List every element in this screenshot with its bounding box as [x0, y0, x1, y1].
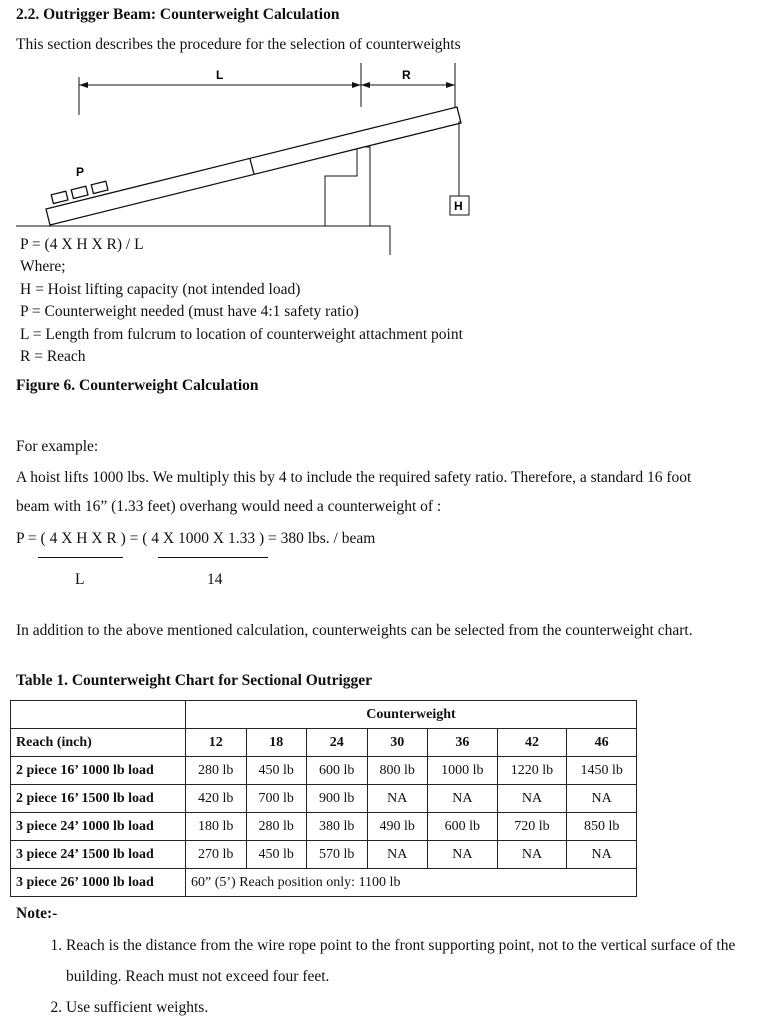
column-header: 18 [246, 729, 307, 757]
section-title: 2.2. Outrigger Beam: Counterweight Calculation [16, 6, 340, 23]
label-p: P [76, 165, 85, 179]
row-label: 3 piece 24’ 1000 lb load [11, 813, 186, 841]
counterweight-block-1 [51, 191, 68, 203]
formula-where: Where; [20, 258, 66, 275]
formula-equation: P = (4 X H X R) / L [20, 236, 144, 253]
table-cell: NA [497, 841, 567, 869]
table-cell: 1450 lb [567, 757, 637, 785]
table-cell: NA [567, 841, 637, 869]
column-header: 46 [567, 729, 637, 757]
counterweight-block-2 [71, 186, 88, 198]
example-denom-value: 14 [207, 571, 223, 588]
table-cell: 420 lb [186, 785, 247, 813]
table-cell: 180 lb [186, 813, 247, 841]
table-cell: NA [367, 841, 428, 869]
parapet-outline [325, 147, 370, 226]
note-item: 2. Use sufficient weights. [66, 992, 768, 1023]
table-cell: 1220 lb [497, 757, 567, 785]
table-cell: 380 lb [307, 813, 368, 841]
formula-def-h: H = Hoist lifting capacity (not intended load) [20, 281, 301, 298]
table-cell: 720 lb [497, 813, 567, 841]
row-label: 3 piece 26’ 1000 lb load [11, 869, 186, 897]
arrowhead-l-left [79, 82, 88, 88]
example-denom-l: L [75, 571, 85, 588]
table-cell: 600 lb [428, 813, 498, 841]
table-cell: 570 lb [307, 841, 368, 869]
table-cell: NA [567, 785, 637, 813]
outrigger-beam [46, 107, 461, 225]
example-line-1: A hoist lifts 1000 lbs. We multiply this by 4 to include the required safety ratio. Therefore, a standard 16 foot [16, 469, 692, 486]
column-header: 42 [497, 729, 567, 757]
table-row [11, 813, 637, 841]
counterweight-block-3 [91, 181, 108, 193]
fraction-bar-2 [158, 557, 268, 558]
formula-def-l: L = Length from fulcrum to location of counterweight attachment point [20, 326, 463, 343]
fraction-bar-1 [38, 557, 123, 558]
table-row [11, 869, 637, 897]
label-l: L [216, 68, 224, 82]
label-r: R [402, 68, 411, 82]
table-cell: 490 lb [367, 813, 428, 841]
table-group-header-row [11, 701, 637, 729]
counterweight-table [10, 700, 637, 897]
notes-title: Note:- [16, 905, 58, 922]
table-cell: 800 lb [367, 757, 428, 785]
row-label: 2 piece 16’ 1500 lb load [11, 785, 186, 813]
table-row [11, 785, 637, 813]
column-header: 30 [367, 729, 428, 757]
table-row [11, 757, 637, 785]
column-header: 12 [186, 729, 247, 757]
note-item: 1. Reach is the distance from the wire rope point to the front supporting point, not to the vertical surface of the building. Reach must not exceed four feet. [66, 930, 768, 992]
section-intro: This section describes the procedure for the selection of counterweights [16, 36, 461, 53]
notes-list [34, 930, 768, 1023]
example-calc: P = ( 4 X H X R ) = ( 4 X 1000 X 1.33 ) = 380 lbs. / beam [16, 530, 376, 547]
table-caption: Table 1. Counterweight Chart for Sectional Outrigger [16, 672, 373, 689]
column-header: 24 [307, 729, 368, 757]
table-cell: 850 lb [567, 813, 637, 841]
chart-intro: In addition to the above mentioned calculation, counterweights can be selected from the counterweight chart. [16, 622, 693, 639]
table-cell: 280 lb [186, 757, 247, 785]
table-cell: 1000 lb [428, 757, 498, 785]
arrowhead-r-left [361, 82, 370, 88]
table-corner-cell [11, 701, 186, 729]
table-cell: NA [428, 785, 498, 813]
example-lead: For example: [16, 438, 99, 455]
counterweight-diagram [0, 55, 470, 255]
row-label: 2 piece 16’ 1000 lb load [11, 757, 186, 785]
table-cell: 280 lb [246, 813, 307, 841]
table-row [11, 841, 637, 869]
reach-only-note: 60” (5’) Reach position only: 1100 lb [186, 869, 637, 897]
formula-def-p: P = Counterweight needed (must have 4:1 safety ratio) [20, 303, 359, 320]
table-cell: NA [367, 785, 428, 813]
label-h: H [454, 199, 463, 213]
example-line-2: beam with 16” (1.33 feet) overhang would need a counterweight of : [16, 498, 442, 515]
arrowhead-r-right [446, 82, 455, 88]
table-cell: 450 lb [246, 841, 307, 869]
table-header-row [11, 729, 637, 757]
table-cell: 270 lb [186, 841, 247, 869]
reach-header: Reach (inch) [11, 729, 186, 757]
column-header: 36 [428, 729, 498, 757]
table-cell: 700 lb [246, 785, 307, 813]
table-cell: 450 lb [246, 757, 307, 785]
table-cell: NA [428, 841, 498, 869]
table-cell: 900 lb [307, 785, 368, 813]
arrowhead-l-right [352, 82, 361, 88]
table-cell: 600 lb [307, 757, 368, 785]
row-label: 3 piece 24’ 1500 lb load [11, 841, 186, 869]
counterweight-group-header: Counterweight [186, 701, 637, 729]
formula-def-r: R = Reach [20, 348, 86, 365]
table-cell: NA [497, 785, 567, 813]
figure-caption: Figure 6. Counterweight Calculation [16, 377, 259, 394]
